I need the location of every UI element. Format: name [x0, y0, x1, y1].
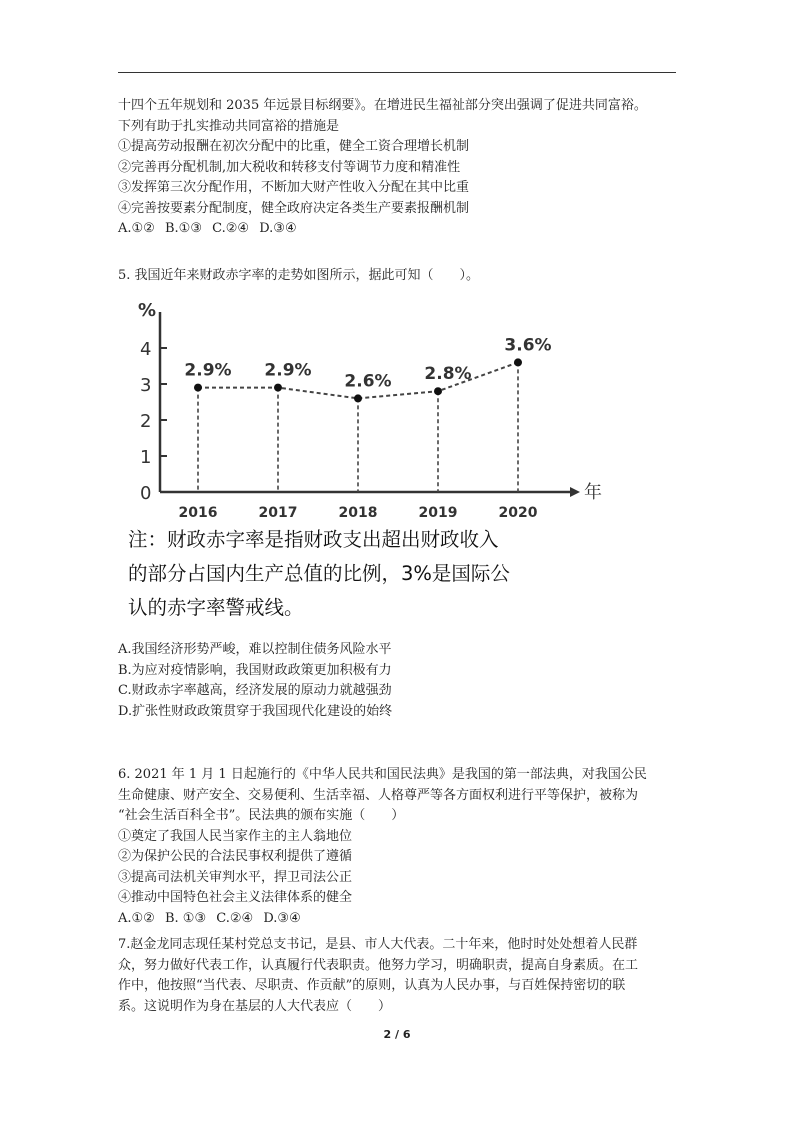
category-label: 2016 [178, 505, 218, 521]
y-tick-label: 0 [140, 483, 152, 504]
q7-line: 系。这说明作为身在基层的人大代表应（ ） [118, 998, 392, 1014]
chart-note-line: 的部分占国内生产总值的比例，3%是国际公 [128, 562, 510, 585]
page-number: 2 / 6 [383, 1028, 411, 1041]
q4-statement: ③发挥第三次分配作用，不断加大财产性收入分配在其中比重 [118, 180, 470, 195]
q4-statement: ④完善按要素分配制度，健全政府决定各类生产要素报酬机制 [118, 200, 470, 216]
y-tick-label: 3 [140, 375, 152, 396]
q4-statement: ①提高劳动报酬在初次分配中的比重，健全工资合理增长机制 [118, 139, 470, 154]
q4-option-d: D.③④ [259, 221, 297, 236]
q4-option-a: A.①② [118, 221, 155, 236]
category-label: 2017 [258, 505, 298, 521]
data-label: 3.6% [504, 335, 552, 356]
q6-option-c: C.②④ [216, 910, 254, 926]
q5-option-d: D.扩张性财政政策贯穿于我国现代化建设的始终 [118, 703, 393, 719]
question-4 [118, 96, 698, 240]
q6-option-a: A.①② [118, 910, 155, 926]
q6-line: 生命健康、财产安全、交易便利、生活幸福、人格尊严等各方面权利进行平等保护，被称为 [118, 787, 639, 803]
q4-options [118, 219, 698, 240]
data-point [274, 384, 282, 392]
q5-stem: 5. 我国近年来财政赤字率的走势如图所示，据此可知（ ）。 [118, 268, 480, 283]
x-axis-arrow [570, 487, 580, 497]
q6-options [118, 909, 698, 930]
deficit-rate-chart [120, 290, 610, 530]
q6-statement: ③提高司法机关审判水平，捍卫司法公正 [118, 869, 353, 885]
data-label: 2.8% [424, 364, 472, 385]
category-label: 2018 [338, 505, 378, 521]
y-tick-label: 2 [140, 411, 152, 432]
q7-line: 7.赵金龙同志现任某村党总支书记，是县、市人大代表。二十年来，他时时处处想着人民群 [118, 937, 638, 952]
y-tick-label: 4 [140, 339, 152, 360]
category-label: 2020 [498, 505, 538, 521]
q6-statement: ②为保护公民的合法民事权利提供了遵循 [118, 849, 353, 864]
q6-line: 6. 2021 年 1 月 1 日起施行的《中华人民共和国民法典》是我国的第一部法典，对我国公民 [118, 767, 647, 782]
q6-statement: ④推动中国特色社会主义法律体系的健全 [118, 890, 353, 905]
q4-statement: ②完善再分配机制,加大税收和转移支付等调节力度和精准性 [118, 159, 461, 175]
data-point [514, 358, 522, 366]
data-point [354, 394, 362, 402]
q6-statement: ①奠定了我国人民当家作主的主人翁地位 [118, 828, 353, 844]
category-label: 2019 [418, 505, 458, 521]
data-point [194, 384, 202, 392]
q6-option-d: D.③④ [263, 910, 301, 926]
q4-option-c: C.②④ [212, 221, 250, 236]
chart-note-line: 认的赤字率警戒线。 [128, 596, 304, 619]
header-rule [118, 72, 676, 73]
y-axis-label: % [138, 300, 157, 321]
q6-line: “社会生活百科全书”。民法典的颁布实施（ ） [118, 808, 405, 823]
q4-line: 十四个五年规划和 2035 年远景目标纲要》。在增进民生福祉部分突出强调了促进共同富裕。 [118, 98, 647, 113]
q5-options [118, 640, 698, 722]
data-label: 2.9% [264, 360, 312, 381]
y-tick-label: 1 [140, 447, 152, 468]
q5-option-a: A.我国经济形势严峻，难以控制住债务风险水平 [118, 642, 392, 657]
q7-line: 众，努力做好代表工作，认真履行代表职责。他努力学习，明确职责，提高自身素质。在工 [118, 957, 639, 973]
q5-option-c: C.财政赤字率越高，经济发展的原动力就越强劲 [118, 683, 392, 698]
q4-line: 下列有助于扎实推动共同富裕的措施是 [118, 118, 340, 134]
chart-note [128, 523, 568, 625]
q4-option-b: B.①③ [164, 221, 202, 236]
data-label: 2.6% [344, 371, 392, 392]
data-point [434, 387, 442, 395]
x-axis-label: 年 [584, 482, 602, 503]
chart-note-line: 注：财政赤字率是指财政支出超出财政收入 [128, 528, 499, 551]
q7-line: 作中，他按照“当代表、尽职责、作贡献”的原则，认真为人民办事，与百姓保持密切的联 [118, 978, 626, 993]
question-7 [118, 935, 698, 1017]
question-6 [118, 765, 698, 929]
question-5 [118, 266, 698, 287]
q5-option-b: B.为应对疫情影响，我国财政政策更加积极有力 [118, 662, 392, 678]
data-label: 2.9% [184, 360, 232, 381]
q6-option-b: B. ①③ [164, 910, 207, 926]
